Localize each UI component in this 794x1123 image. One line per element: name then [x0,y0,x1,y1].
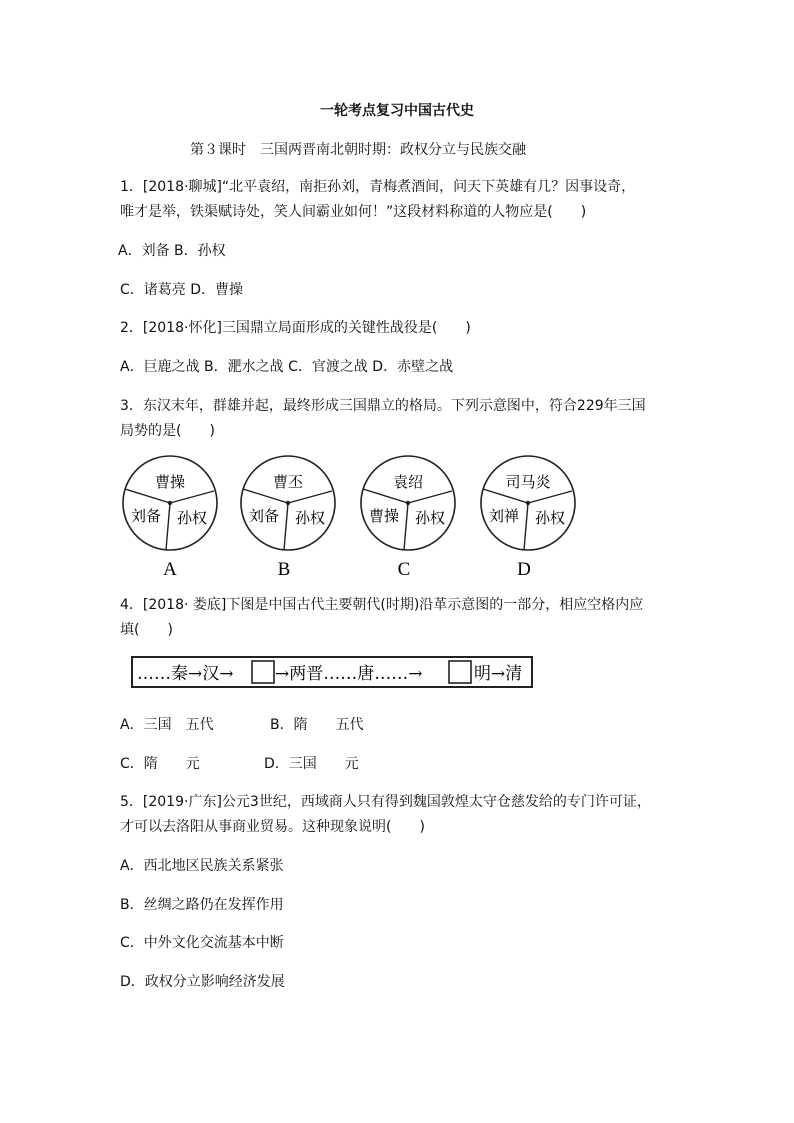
q5-stem-line1: 5．[2019·广东]公元3世纪，西域商人只有得到魏国敦煌太守仓慈发给的专门许可证， [120,794,651,810]
circle-d-top-label: 司马炎 [505,473,551,491]
q2-stem: 2．[2018·怀化]三国鼎立局面形成的关键性战役是( ) [120,320,471,336]
q2-options: A．巨鹿之战 B．淝水之战 C．官渡之战 D．赤壁之战 [120,359,454,375]
q5-stem-line2: 才可以去洛阳从事商业贸易。这种现象说明( ) [120,819,425,835]
timeline-segment-2: →两晋……唐……→ [275,664,423,684]
diagram-circle-c [361,456,455,550]
circle-d-letter: D [517,559,531,580]
q5-option-b: B．丝绸之路仍在发挥作用 [120,897,284,913]
timeline-blank-box-1 [252,661,274,683]
q1-options-cd: C．诸葛亮 D．曹操 [120,282,244,298]
timeline-blank-box-2 [449,661,471,683]
circle-c-left-label: 曹操 [368,507,400,525]
diagram-circle-a [123,456,217,550]
q4-option-a: A．三国 五代 [120,717,214,733]
circle-c-top-label: 袁绍 [392,473,424,491]
q1-options-ab: A．刘备 B．孙权 [118,243,226,259]
circle-d-right-label: 孙权 [534,509,566,527]
q1-stem-line1: 1．[2018·聊城]“北平袁绍，南拒孙刘，青梅煮酒间，问天下英雄有几？因事设奇， [120,179,636,195]
lesson-subtitle: 第３课时 三国两晋南北朝时期：政权分立与民族交融 [190,142,526,158]
page-title: 一轮考点复习中国古代史 [320,103,474,119]
circle-b-letter: B [277,559,291,580]
q4-stem-line2: 填( ) [120,622,173,638]
q3-stem-line1: 3．东汉末年，群雄并起，最终形成三国鼎立的格局。下列示意图中，符合229年三国 [120,398,646,414]
timeline-graphic [133,658,531,686]
pie-diagrams [118,455,588,585]
circle-a-letter: A [163,559,177,580]
timeline-segment-1: ……秦→汉→ [137,664,234,684]
circle-b-left-label: 刘备 [248,507,280,525]
q4-stem-line1: 4．[2018· 娄底]下图是中国古代主要朝代(时期)沿革示意图的一部分，相应空格内应 [120,597,644,613]
q4-option-c: C．隋 元 [120,756,200,772]
circle-d-left-label: 刘禅 [488,507,520,525]
timeline-segment-3: 明→清 [474,664,523,684]
q4-option-d: D．三国 元 [264,756,359,772]
diagram-circle-d [481,456,575,550]
circle-b-top-label: 曹丕 [272,473,304,491]
circle-b-right-label: 孙权 [294,509,326,527]
circle-a-top-label: 曹操 [154,473,186,491]
q5-option-c: C．中外文化交流基本中断 [120,935,284,951]
dynasty-timeline [131,656,533,688]
q5-option-a: A．西北地区民族关系紧张 [120,858,284,874]
q4-option-b: B．隋 五代 [270,717,364,733]
q1-stem-line2: 唯才是举，铁渠赋诗处，笑人间霸业如何！”这段材料称道的人物应是( ) [120,204,587,220]
circle-c-right-label: 孙权 [414,509,446,527]
diagram-circle-b [241,456,335,550]
q3-stem-line2: 局势的是( ) [120,423,215,439]
circle-a-right-label: 孙权 [176,509,208,527]
circle-a-left-label: 刘备 [130,507,162,525]
three-kingdoms-diagram [118,455,588,589]
q5-option-d: D．政权分立影响经济发展 [120,974,285,990]
circle-c-letter: C [397,559,411,580]
